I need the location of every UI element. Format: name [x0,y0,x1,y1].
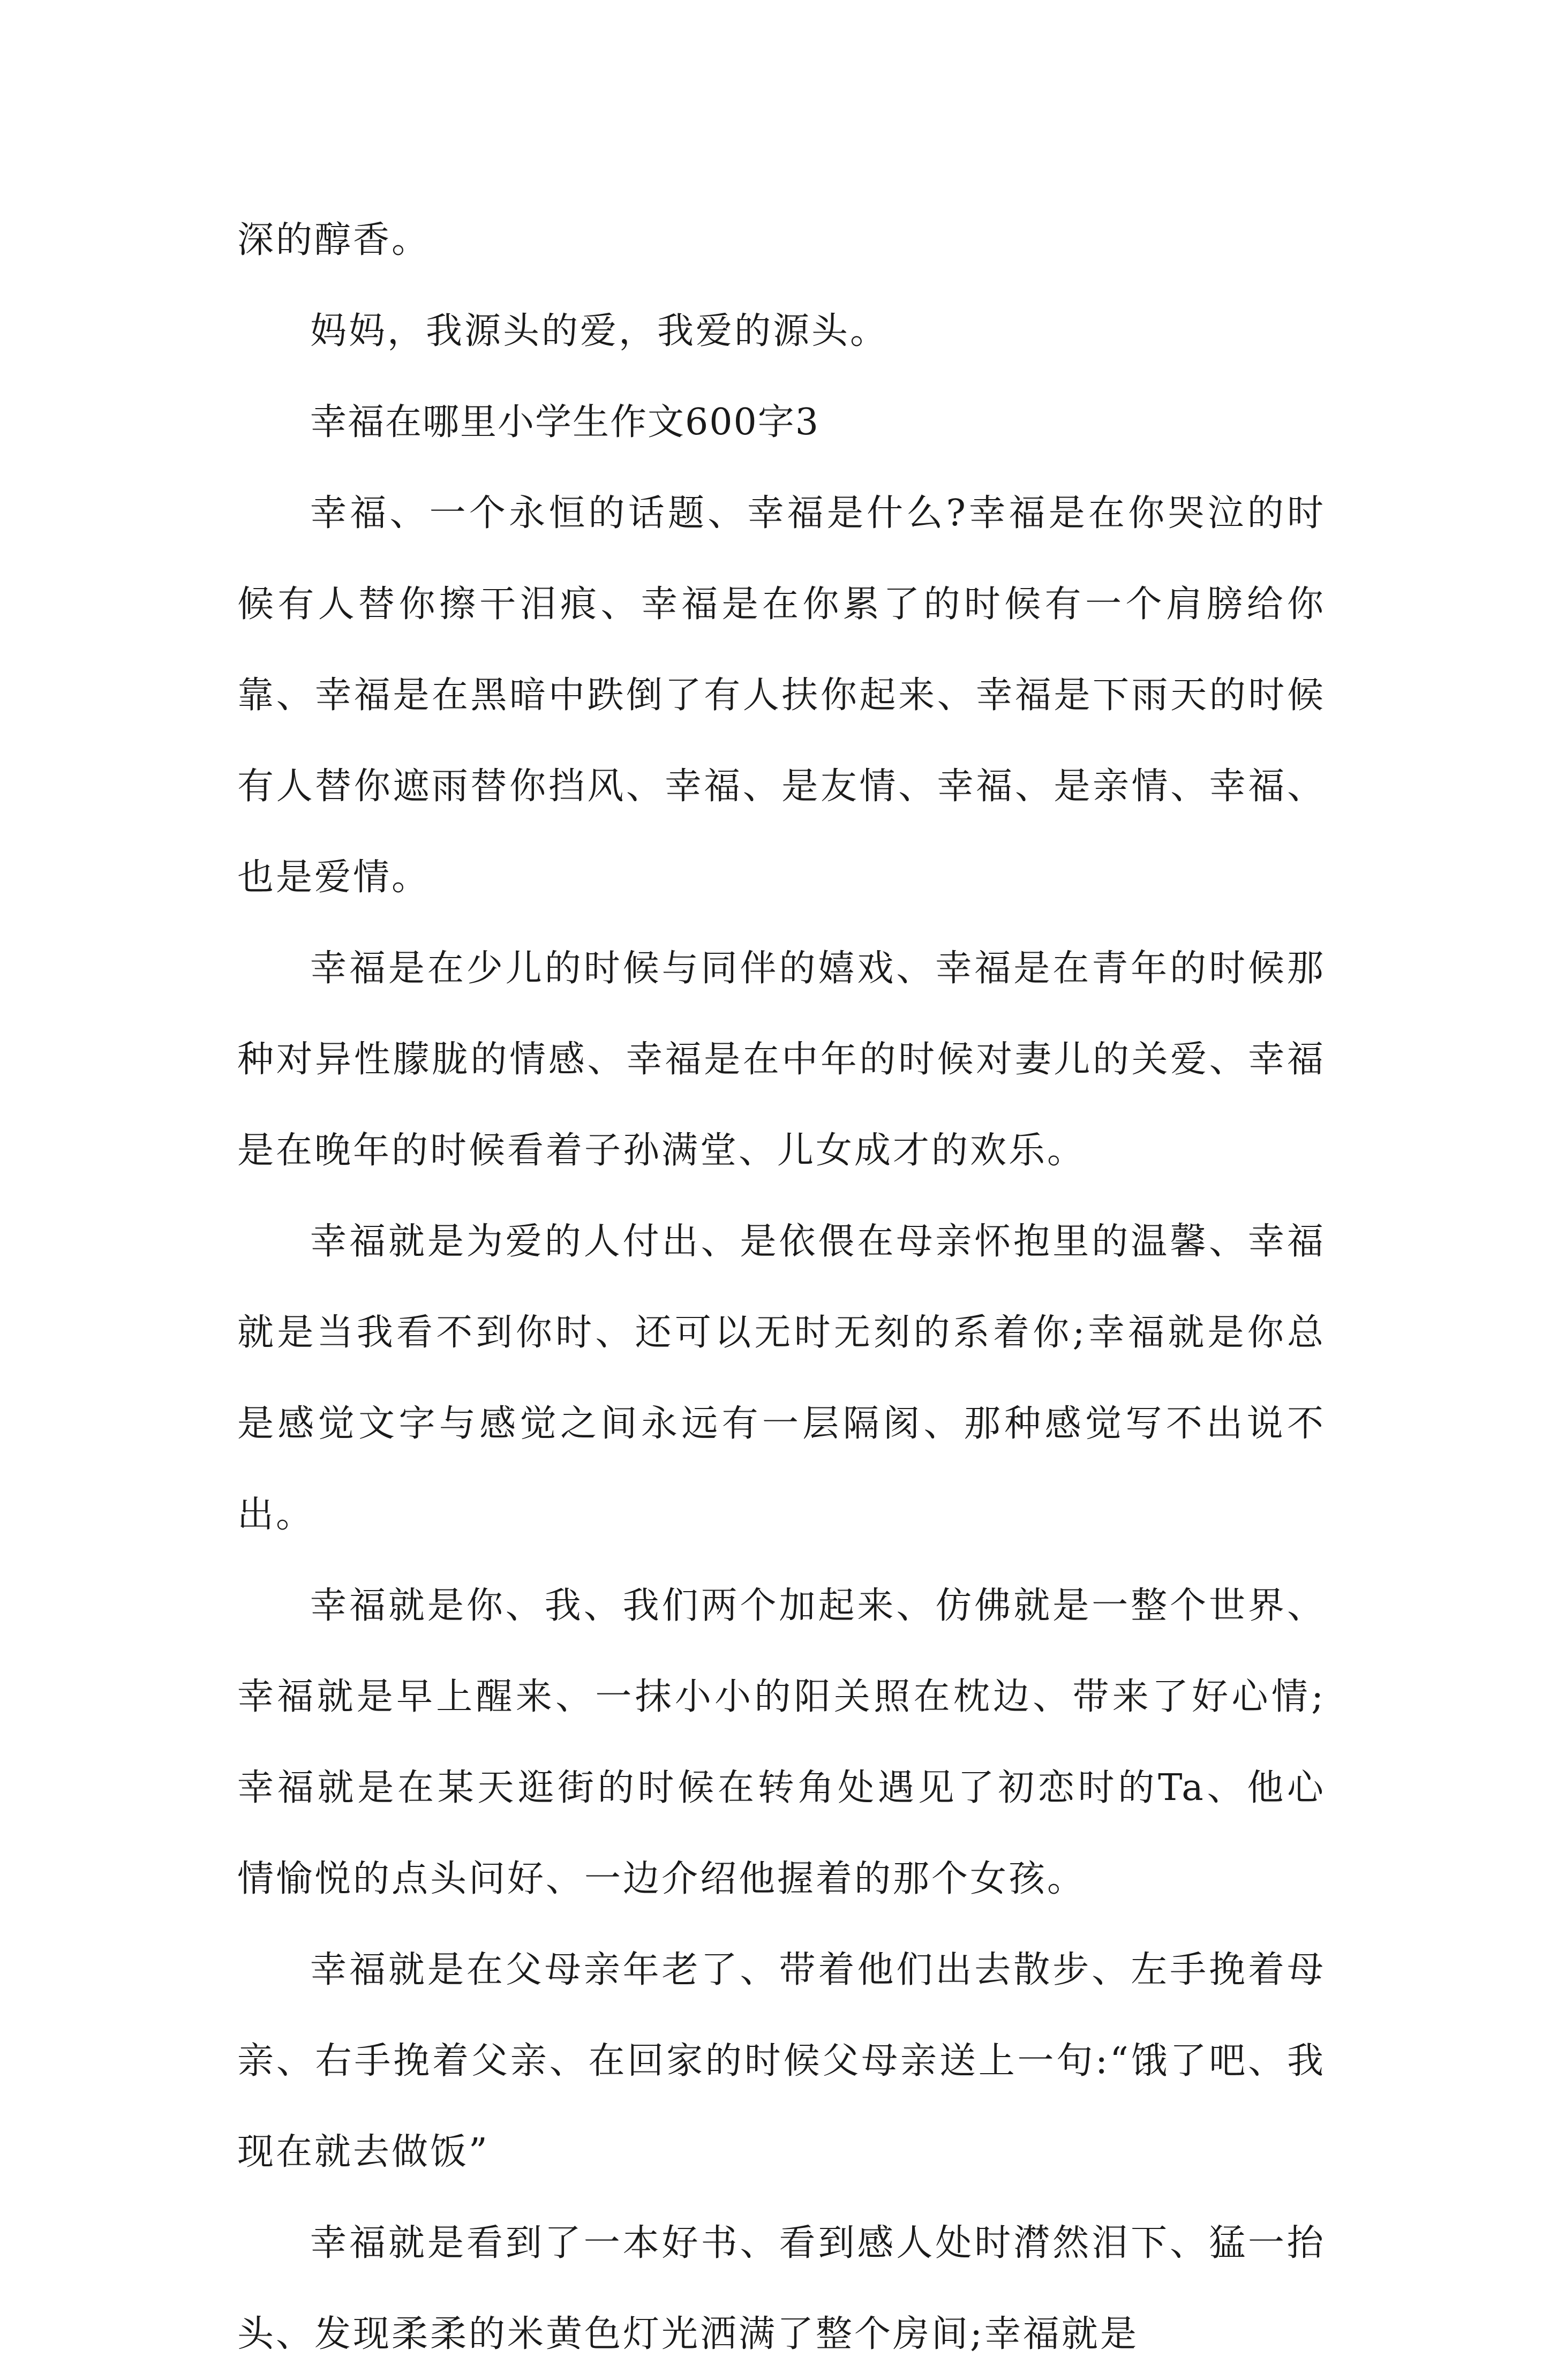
paragraph-6: 幸福就是你、我、我们两个加起来、仿佛就是一整个世界、幸福就是早上醒来、一抹小小的阳关照在枕边、带来了好心情;幸福就是在某天逛街的时候在转角处遇见了初恋时的Ta、他心情愉悦的点头问好、一边介绍他握着的那个女孩。 [237,1585,1326,1900]
paragraph-8: 幸福就是看到了一本好书、看到感人处时潸然泪下、猛一抬头、发现柔柔的米黄色灯光洒满了整个房间;幸福就是 [237,2222,1326,2355]
paragraph-2: 妈妈，我源头的爱，我爱的源头。 [310,310,889,352]
essay-heading: 幸福在哪里小学生作文600字3 [310,401,820,443]
paragraph-5: 幸福就是为爱的人付出、是依偎在母亲怀抱里的温馨、幸福就是当我看不到你时、还可以无时无刻的系着你;幸福就是你总是感觉文字与感觉之间永远有一层隔阂、那种感觉写不出说不出。 [237,1221,1326,1536]
paragraph-3: 幸福、一个永恒的话题、幸福是什么?幸福是在你哭泣的时候有人替你擦干泪痕、幸福是在你累了的时候有一个肩膀给你靠、幸福是在黑暗中跌倒了有人扶你起来、幸福是下雨天的时候有人替你遮雨替你挡风、幸福、是友情、幸福、是亲情、幸福、也是爱情。 [237,492,1326,899]
paragraph-1: 深的醇香。 [237,219,431,261]
document-body [237,195,1326,2380]
paragraph-4: 幸福是在少儿的时候与同伴的嬉戏、幸福是在青年的时候那种对异性朦胧的情感、幸福是在中年的时候对妻儿的关爱、幸福是在晚年的时候看着子孙满堂、儿女成才的欢乐。 [237,947,1326,1172]
paragraph-7: 幸福就是在父母亲年老了、带着他们出去散步、左手挽着母亲、右手挽着父亲、在回家的时候父母亲送上一句:“饿了吧、我现在就去做饭” [237,1949,1326,2173]
